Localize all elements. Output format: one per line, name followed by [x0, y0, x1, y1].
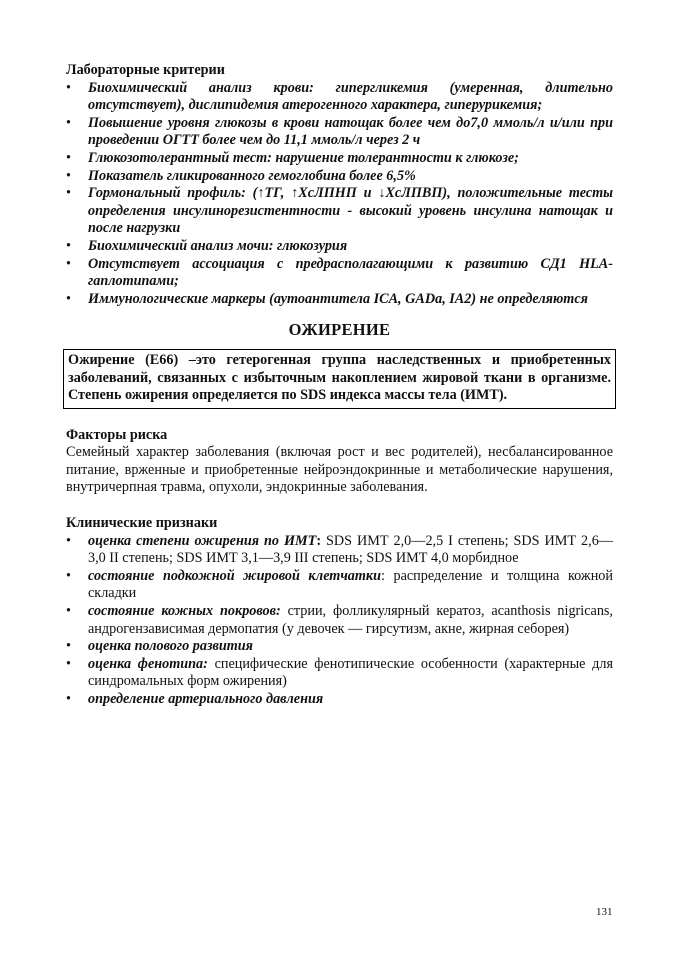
bullet-icon: •	[66, 149, 71, 166]
list-item: • оценка фенотипа: специфические фенотипические особенности (характерные для синдромальных форм ожирения)	[66, 655, 613, 690]
list-item: • Иммунологические маркеры (аутоантитела ICA, GADa, IA2) не определяются	[66, 290, 588, 307]
bullet-icon: •	[66, 691, 71, 707]
bullet-icon: •	[66, 167, 71, 184]
bullet-icon: •	[66, 532, 71, 549]
list-item: • Повышение уровня глюкозы в крови натощак более чем до7,0 ммоль/л и/или при проведении ОГТТ более чем до 11,1 ммоль/л через 2 ч	[66, 114, 613, 149]
risk-factors-text: Семейный характер заболевания (включая рост и вес родителей), несбалансированное питание, врженные и приобретенные нейроэндокринные и метаболические нарушения, внутричерпная травма, опухоли, эндокринные заболевания.	[66, 444, 613, 496]
list-item: • Глюкозотолерантный тест: нарушение толерантности к глюкозе;	[66, 149, 519, 166]
spacer	[66, 409, 613, 427]
list-item: • оценка степени ожирения по ИМТ: SDS ИМТ 2,0—2,5 I степень; SDS ИМТ 2,6—3,0 II степень; SDS ИМТ 3,1—3,9 III степень; SDS ИМТ 4,0 морбидное	[66, 532, 613, 567]
clinical-signs-list	[66, 533, 613, 709]
bullet-icon: •	[66, 185, 71, 202]
bullet-icon: •	[66, 655, 71, 672]
list-item: • Отсутствует ассоциация с предрасполагающими к развитию СД1 HLA-гаплотипами;	[66, 255, 613, 290]
list-item: • состояние кожных покровов: стрии, фолликулярный кератоз, acanthosis nigricans, андрогензависимая дермопатия (у девочек — гирсутизм, акне, жирная себорея)	[66, 603, 613, 637]
lab-criteria-list	[66, 80, 613, 309]
bullet-icon: •	[66, 114, 71, 131]
bullet-icon: •	[66, 567, 71, 584]
section-title: ОЖИРЕНИЕ	[288, 320, 391, 340]
bullet-icon: •	[66, 638, 71, 655]
list-item: • Биохимический анализ мочи: глюкозурия	[66, 237, 348, 254]
bullet-icon: •	[66, 237, 71, 254]
bullet-icon: •	[66, 79, 71, 96]
bullet-icon: •	[66, 255, 71, 272]
spacer	[66, 497, 613, 515]
definition-box: Ожирение (Е66) –это гетерогенная группа наследственных и приобретенных заболеваний, связанных с избыточным накоплением жировой ткани в организме. Степень ожирения определяется по SDS индекса массы тела (ИМТ).	[63, 349, 616, 409]
page-number: 131	[596, 906, 613, 918]
list-item: • Гормональный профиль: (↑ТГ, ↑ХсЛПНП и ↓ХсЛПВП), положительные тесты определения инсулинорезистентности - высокий уровень инсулина натощак и после нагрузки	[66, 185, 613, 237]
list-item: • Показатель гликированного гемоглобина более 6,5%	[66, 167, 416, 184]
document-page	[66, 62, 613, 709]
risk-factors-title: Факторы риска	[66, 426, 168, 443]
clinical-signs-title: Клинические признаки	[66, 515, 218, 532]
list-item: • Биохимический анализ крови: гипергликемия (умеренная, длительно отсутствует), дислипидемия атерогенного характера, гиперурикемия;	[66, 79, 613, 114]
list-item: • определение артериального давления	[66, 691, 324, 707]
lab-criteria-title: Лабораторные критерии	[66, 62, 225, 78]
bullet-icon: •	[66, 603, 71, 620]
list-item: • оценка полового развития	[66, 638, 253, 655]
list-item: • состояние подкожной жировой клетчатки: распределение и толщина кожной складки	[66, 567, 613, 602]
bullet-icon: •	[66, 290, 71, 307]
